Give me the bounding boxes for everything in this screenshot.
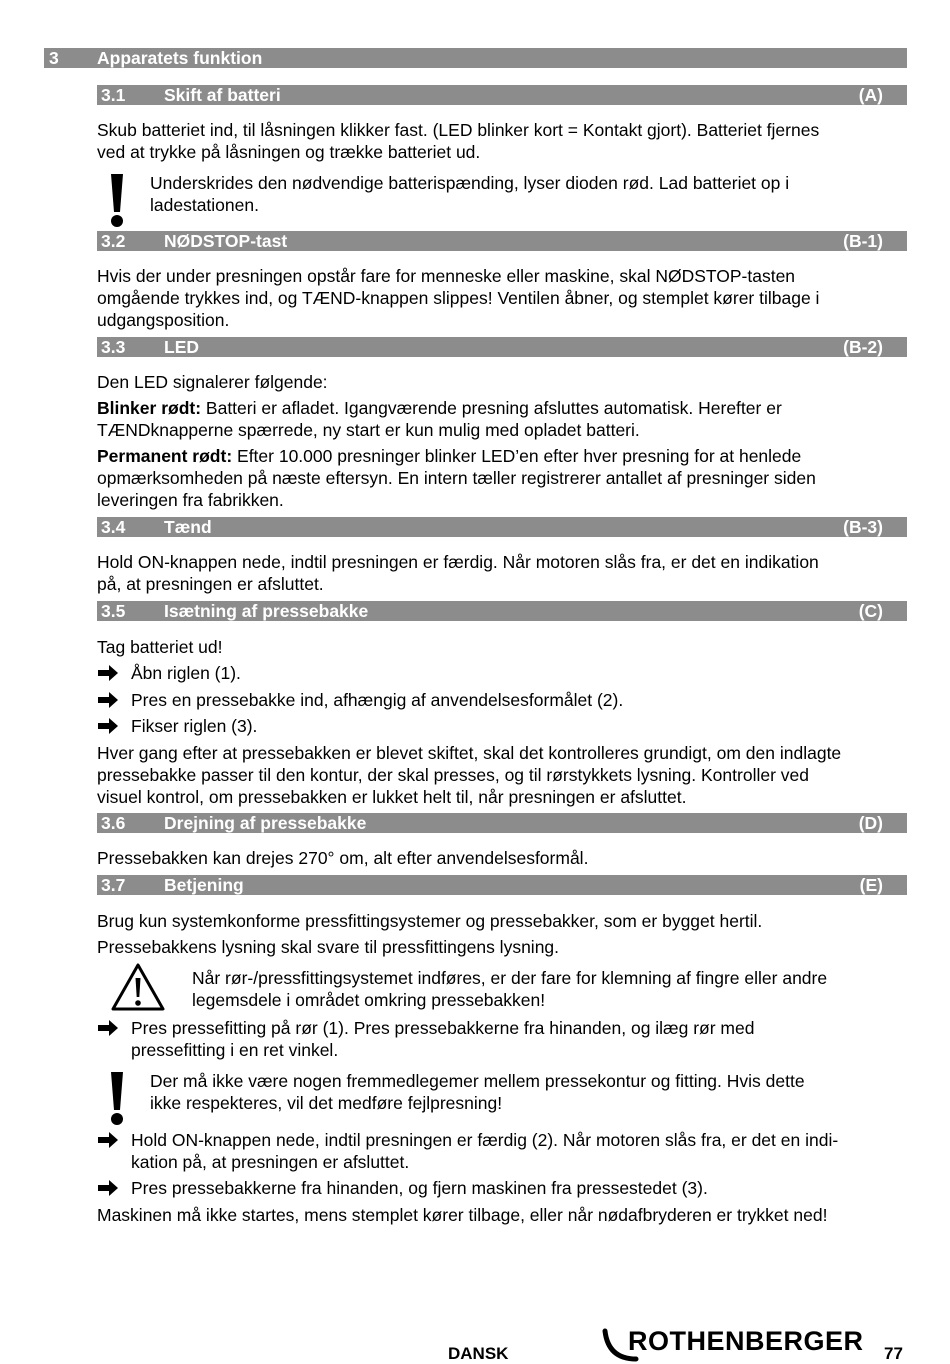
- paragraph-line: Hvis der under presningen opstår fare for menneske eller maskine, skal NØDSTOP-tasten: [97, 266, 796, 286]
- brand-name: ROTHENBERGER: [628, 1326, 864, 1356]
- section-header-3-3: [97, 337, 907, 357]
- section-title: Tænd: [164, 517, 212, 537]
- step-text: Pres pressebakkerne fra hinanden, og fjern maskinen fra pressestedet (3).: [131, 1178, 708, 1198]
- led-blink-label: Blinker rødt:: [97, 398, 202, 418]
- paragraph-line: udgangsposition.: [97, 310, 230, 330]
- step-text: Åbn riglen (1).: [131, 663, 241, 683]
- arrow-right-icon: [97, 715, 119, 737]
- step-text: Pres pressefitting på rør (1). Pres pressebakkerne fra hinanden, og ilæg rør med: [131, 1018, 755, 1038]
- arrow-right-icon: [97, 1017, 119, 1039]
- paragraph-line: Pressebakkens lysning skal svare til pressfittingens lysning.: [97, 937, 560, 957]
- section-number: 3.5: [101, 601, 126, 621]
- footer-language: DANSK: [448, 1344, 509, 1363]
- exclamation-notice-icon: [107, 172, 127, 228]
- notice-text-line: Der må ikke være nogen fremmedlegemer mellem pressekontur og fitting. Hvis dette: [150, 1071, 805, 1091]
- step-text: Hold ON-knappen nede, indtil presningen er færdig (2). Når motoren slås fra, er det en indi-: [131, 1130, 839, 1150]
- paragraph-line: TÆNDknapperne spærrede, ny start er kun mulig med opladet batteri.: [97, 420, 640, 440]
- paragraph-line: omgående trykkes ind, og TÆND-knappen slippes! Ventilen åbner, og stemplet kører tilbage i: [97, 288, 820, 308]
- section-figure-ref: (E): [859, 875, 883, 895]
- paragraph-line: Maskinen må ikke startes, mens stemplet kører tilbage, eller når nødafbryderen er trykket ned!: [97, 1205, 828, 1225]
- paragraph-line: på, at presningen er afsluttet.: [97, 574, 324, 594]
- warning-text-line: legemsdele i området omkring pressebakken!: [192, 990, 546, 1010]
- chapter-number: 3: [49, 48, 59, 68]
- paragraph-line: pressebakke passer til den kontur, der skal presses, og til rørstykkets lysning. Kontroller ved: [97, 765, 809, 785]
- section-figure-ref: (B-3): [843, 517, 883, 537]
- step-text: kation på, at presningen er afsluttet.: [131, 1152, 410, 1172]
- section-title: NØDSTOP-tast: [164, 231, 288, 251]
- paragraph-line: Den LED signalerer følgende:: [97, 372, 328, 392]
- paragraph-line: opmærksomheden på næste eftersyn. En intern tæller registrerer antallet af presninger siden: [97, 468, 816, 488]
- arrow-right-icon: [97, 1129, 119, 1151]
- section-title: Skift af batteri: [164, 85, 281, 105]
- section-header-3-2: [97, 231, 907, 251]
- arrow-right-icon: [97, 1177, 119, 1199]
- brand-logo: [600, 1326, 864, 1362]
- arrow-right-icon: [97, 662, 119, 684]
- section-number: 3.7: [101, 875, 126, 895]
- exclamation-notice-icon: [107, 1070, 127, 1126]
- paragraph-line: Tag batteriet ud!: [97, 637, 223, 657]
- paragraph-line: Brug kun systemkonforme pressfittingsystemer og pressebakker, som er bygget hertil.: [97, 911, 763, 931]
- section-number: 3.2: [101, 231, 126, 251]
- section-number: 3.3: [101, 337, 126, 357]
- paragraph-line: Hold ON-knappen nede, indtil presningen er færdig. Når motoren slås fra, er det en indikation: [97, 552, 819, 572]
- paragraph-line: ved at trykke på låsningen og trække batteriet ud.: [97, 142, 481, 162]
- led-permanent-text: Efter 10.000 presninger blinker LED’en efter hver presning for at henlede: [232, 446, 802, 466]
- warning-triangle-icon: [110, 962, 166, 1012]
- led-blink-text: Batteri er afladet. Igangværende presning afsluttes automatisk. Herefter er: [201, 398, 782, 418]
- section-header-3-7: [97, 875, 907, 895]
- section-figure-ref: (C): [858, 601, 883, 621]
- step-text: pressefitting i en ret vinkel.: [131, 1040, 339, 1060]
- chapter-header: [44, 48, 907, 68]
- section-title: Drejning af pressebakke: [164, 813, 367, 833]
- section-number: 3.4: [101, 517, 126, 537]
- notice-text-line: Underskrides den nødvendige batterispænding, lyser dioden rød. Lad batteriet op i: [150, 173, 790, 193]
- section-header-3-1: [97, 85, 907, 105]
- page-number: 77: [884, 1344, 903, 1363]
- led-permanent-label: Permanent rødt:: [97, 446, 233, 466]
- section-title: LED: [164, 337, 199, 357]
- paragraph-line: leveringen fra fabrikken.: [97, 490, 284, 510]
- section-figure-ref: (B-1): [843, 231, 883, 251]
- step-text: Fikser riglen (3).: [131, 716, 258, 736]
- arrow-right-icon: [97, 689, 119, 711]
- section-title: Isætning af pressebakke: [164, 601, 369, 621]
- paragraph-line: visuel kontrol, om pressebakken er lukket helt til, når presningen er afsluttet.: [97, 787, 687, 807]
- notice-text-line: ladestationen.: [150, 195, 259, 215]
- notice-text-line: ikke respekteres, vil det medføre fejlpresning!: [150, 1093, 503, 1113]
- section-header-3-4: [97, 517, 907, 537]
- section-title: Betjening: [164, 875, 244, 895]
- warning-text-line: Når rør-/pressfittingsystemet indføres, er der fare for klemning af fingre eller andre: [192, 968, 828, 988]
- chapter-title: Apparatets funktion: [97, 48, 263, 68]
- step-text: Pres en pressebakke ind, afhængig af anvendelsesformålet (2).: [131, 690, 624, 710]
- led-permanent-line: [97, 445, 801, 467]
- section-figure-ref: (B-2): [843, 337, 883, 357]
- paragraph-line: Pressebakken kan drejes 270° om, alt efter anvendelsesformål.: [97, 848, 589, 868]
- led-blink-line: [97, 397, 782, 419]
- section-figure-ref: (D): [858, 813, 883, 833]
- paragraph-line: Skub batteriet ind, til låsningen klikker fast. (LED blinker kort = Kontakt gjort). Batteriet fjernes: [97, 120, 820, 140]
- paragraph-line: Hver gang efter at pressebakken er blevet skiftet, skal det kontrolleres grundigt, om den indlagte: [97, 743, 842, 763]
- section-header-3-6: [97, 813, 907, 833]
- section-number: 3.1: [101, 85, 126, 105]
- section-header-3-5: [97, 601, 907, 621]
- section-figure-ref: (A): [858, 85, 883, 105]
- section-number: 3.6: [101, 813, 126, 833]
